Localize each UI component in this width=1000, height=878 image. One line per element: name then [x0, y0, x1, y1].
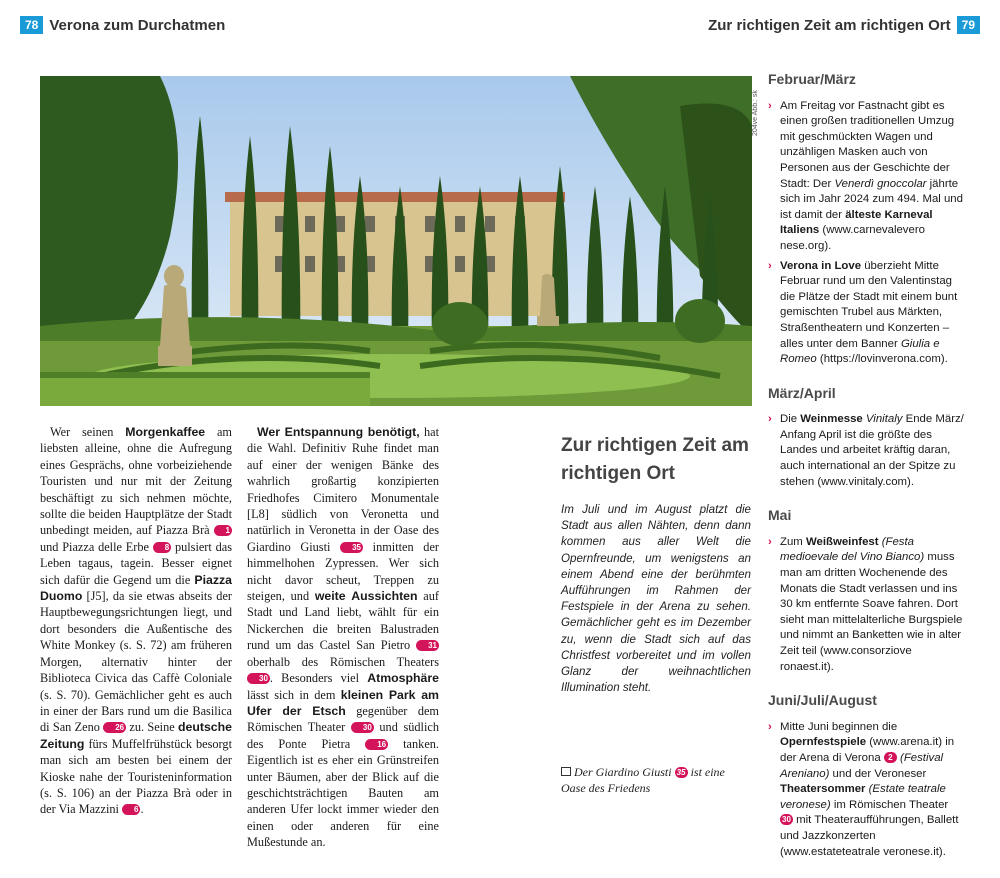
map-marker: 26 [103, 722, 126, 733]
body-column-1 [40, 424, 232, 818]
paragraph-entspannung: Wer Entspannung benötigt, hat die Wahl. Definitiv Ruhe findet man auf einer der wenigen Bänke des wahrlich großartig konzipierten Friedhofes Cimitero Monumentale [L8] südlich von Veronetta und natürlich in Veronetta in der Oase des Giardino Giusti 35 inmitten der himmelhohen Zypressen. Wer sich nicht davor scheut, Treppen zu steigen, und weite Aussichten auf Stadt und Land liebt, wählt für ein Nickerchen die breiten Balustraden rund um das Castel San Pietro 31 oberhalb des Römischen Theaters 30 . Besonders viel Atmosphäre lässt sich in dem kleinen Park am Ufer der Etsch gegenüber dem Römischen Theater 30 und südlich des Ponte Pietra 16 tanken. Eigentlich ist es eher ein Grünstreifen unter Bäumen, aber der Blick auf die geschichtsträchtigen Bauten am anderen Ufer lockt immer wieder den einen oder anderen für eine Mußestunde an. [247, 425, 440, 850]
list-item: › Verona in Love überzieht Mitte Februar rund um den Valentinstag die Plätze der Stadt mit einem bunt gemischten Trubel aus Märkten, Straßentheatern und Konzerten – alles unter dem Banner Giulia e Romeo (https://lovinverona.com). [768, 259, 958, 366]
section-juni-juli-august [768, 693, 964, 860]
section-heading: Mai [768, 507, 792, 524]
map-marker: 6 [122, 804, 140, 815]
paragraph-morgenkaffee: Wer seinen Morgenkaffee am liebsten alleine, ohne die Aufregung eines Gesprächs, ohne vorbeiziehende Touristen und nur mit der Zeitung beschäftigt zu sich nehmen möchte, sollte die beiden Hauptplätze der Stadt unbedingt meiden, auf Piazza Brà 1 und Piazza delle Erbe 8 pulsiert das Leben tagaus, tagein. Besser eignet sich dafür die Gegend um die Piazza Duomo [J5], da sie etwas abseits der Hauptbewegungsrichtungen liegt, und dort besonders die Außentische des White Monkey (s. S. 72) am früheren Morgen, alternativ hinter der Biblioteca Civica das Caffè Coloniale (s. S. 70). Gemächlicher geht es auch in einer der Bars rund um die Basilica di San Zeno 26 zu. Seine deutsche Zeitung fürs Muffelfrühstück besorgt man sich am besten bei einem der Kioske nahe der Touristeninformation (s. S. 106) an der Piazza Brà oder in der Via Mazzini 6 . [40, 425, 232, 817]
map-marker: 30 [351, 722, 374, 733]
section-februar-maerz [768, 72, 964, 368]
list-item: › Mitte Juni beginnen die Opernfestspiele (www.arena.it) in der Arena di Verona 2 (Festival Areniano) und der Veroneser Theatersommer (Estate teatrale veronese) im Römischen Theater 30 mit Theateraufführungen, Ballett und Jazzkonzerten (www.estateteatrale veronese.it). [768, 720, 959, 858]
map-marker: 30 [780, 814, 793, 825]
camera-icon [561, 767, 571, 776]
events-sidebar [768, 72, 964, 878]
section-heading: Februar/März [768, 71, 856, 87]
running-title-left: Verona zum Durchatmen [49, 16, 226, 34]
chevron-right-icon: › [768, 259, 772, 272]
list-item: › Zum Weißweinfest (Festa medioevale del Vino Bianco) muss man am dritten Wochenende des Monats die Stadt verlassen und ins 30 km entfernte Soave fahren. Dort sieht man mittelalterliche Burgspiele und nimmt an Banketten wie in alter Zeit teil (www.consorziove ronaest.it). [768, 535, 963, 673]
box-title: Zur richtigen Zeit am richtigen Ort [561, 435, 749, 484]
map-marker: 35 [340, 542, 363, 553]
section-heading: Juni/Juli/August [768, 692, 877, 709]
body-column-2 [247, 424, 439, 851]
page-number-left: 78 [20, 16, 43, 34]
chevron-right-icon: › [768, 413, 772, 426]
map-marker: 30 [247, 673, 270, 684]
chevron-right-icon: › [768, 535, 772, 548]
list-item: › Am Freitag vor Fastnacht gibt es einen großen traditionellen Umzug mit geschmückten Wagen und unzähligen Masken auch von Personen aus der Geschichte der Stadt: Der Venerdì gnoccolar jährte sich im Jahr 2024 zum 494. Mal und ist damit der älteste Karneval Italiens (www.carnevalevero nese.org). [768, 99, 963, 252]
section-mai [768, 508, 964, 675]
chevron-right-icon: › [768, 99, 772, 112]
page-number-right: 79 [957, 16, 980, 34]
list-item: › Die Weinmesse Vinitaly Ende März/ Anfang April ist die größte des Landes und arbeitet kräftig daran, auch international an der Spitze zu stehen (www.vinitaly.com). [768, 413, 964, 488]
page-header-right [708, 16, 980, 36]
photo-credit: 204ve Abb.: sk [752, 90, 759, 136]
giardino-giusti-illustration [40, 76, 752, 406]
chevron-right-icon: › [768, 720, 772, 733]
section-heading: März/April [768, 384, 836, 401]
map-marker: 31 [416, 640, 439, 651]
running-title-right: Zur richtigen Zeit am richtigen Ort [708, 16, 951, 34]
page-header-left [20, 16, 225, 36]
box-intro: Im Juli und im August platzt die Stadt aus allen Nähten, denn dann kommen aus aller Welt die Opernfreunde, um wenigstens an einem Abend eine der berühmten Aufführungen im Rahmen der Festspiele in der Arena zu sehen. Gemächlicher geht es im Dezember zu, wenn die Stadt sich auf das Christfest vorbereitet und im vollen Glanz der weihnachtlichen Illumination steht. [561, 503, 751, 695]
section-maerz-april [768, 386, 964, 491]
photo-caption: Der Giardino Giusti 35 ist eine Oase des Friedens [561, 765, 725, 795]
garden-photo [40, 76, 752, 406]
map-marker: 2 [884, 752, 897, 763]
map-marker: 8 [153, 542, 171, 553]
map-marker: 1 [214, 525, 232, 536]
map-marker: 35 [675, 767, 688, 778]
map-marker: 16 [365, 739, 388, 750]
